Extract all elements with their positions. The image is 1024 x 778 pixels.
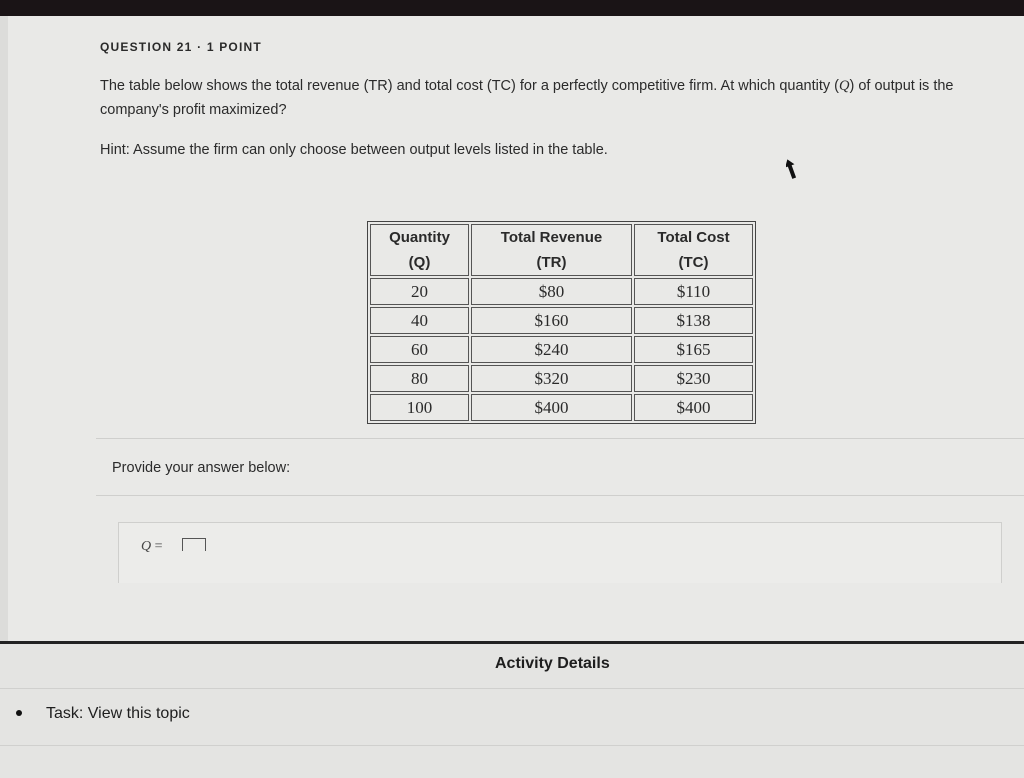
answer-equation <box>141 539 163 555</box>
table-cell-revenue: $320 <box>471 365 632 392</box>
bullet-icon <box>16 710 22 716</box>
table-cell-quantity: 40 <box>370 307 469 334</box>
activity-details-title: Activity Details <box>495 655 610 672</box>
activity-divider <box>0 688 1024 689</box>
table-row <box>370 278 753 305</box>
answer-equals-sign: = <box>154 539 163 554</box>
activity-divider <box>0 745 1024 746</box>
table-cell-cost: $400 <box>634 394 753 421</box>
question-text-part1: The table below shows the total revenue (TR) and total cost (TC) for a perfectly competitive firm. At which quantity ( <box>100 78 840 94</box>
table-cell-cost: $110 <box>634 278 753 305</box>
table-row <box>370 307 753 334</box>
data-table <box>367 221 756 424</box>
top-bar <box>0 0 1024 16</box>
table-row <box>370 365 753 392</box>
table-row <box>370 336 753 363</box>
question-text <box>100 74 1000 122</box>
task-link[interactable]: Task: View this topic <box>46 705 190 722</box>
table-cell-quantity: 60 <box>370 336 469 363</box>
section-divider <box>96 438 1024 439</box>
question-variable: Q <box>839 78 850 94</box>
table-cell-quantity: 20 <box>370 278 469 305</box>
table-cell-cost: $230 <box>634 365 753 392</box>
table-cell-quantity: 80 <box>370 365 469 392</box>
table-row <box>370 394 753 421</box>
question-hint: Hint: Assume the firm can only choose between output levels listed in the table. <box>100 142 608 158</box>
answer-area <box>118 522 1002 583</box>
table-header-quantity <box>370 224 469 276</box>
table-header-total-cost <box>634 224 753 276</box>
table-cell-cost: $165 <box>634 336 753 363</box>
table-header-row <box>370 224 753 276</box>
table-header-tr-line1: Total Revenue <box>500 229 603 246</box>
table-cell-revenue: $240 <box>471 336 632 363</box>
answer-input[interactable] <box>182 538 206 551</box>
question-text-part2: ) of output is the company's profit maximized? <box>100 78 954 118</box>
table-header-quantity-line2: (Q) <box>408 254 431 271</box>
table-header-quantity-line1: Quantity <box>389 229 450 246</box>
answer-variable: Q <box>141 539 152 554</box>
table-cell-revenue: $160 <box>471 307 632 334</box>
table-header-tc-line1: Total Cost <box>657 229 730 246</box>
table-header-tr-line2: (TR) <box>536 254 567 271</box>
table-cell-quantity: 100 <box>370 394 469 421</box>
mouse-pointer-icon <box>786 158 800 180</box>
table-header-tc-line2: (TC) <box>678 254 709 271</box>
table-cell-revenue: $80 <box>471 278 632 305</box>
table-cell-cost: $138 <box>634 307 753 334</box>
question-header: QUESTION 21 · 1 POINT <box>100 40 262 54</box>
side-strip <box>0 16 8 644</box>
table-cell-revenue: $400 <box>471 394 632 421</box>
table-header-total-revenue <box>471 224 632 276</box>
section-divider <box>96 495 1024 496</box>
answer-label: Provide your answer below: <box>112 460 291 476</box>
